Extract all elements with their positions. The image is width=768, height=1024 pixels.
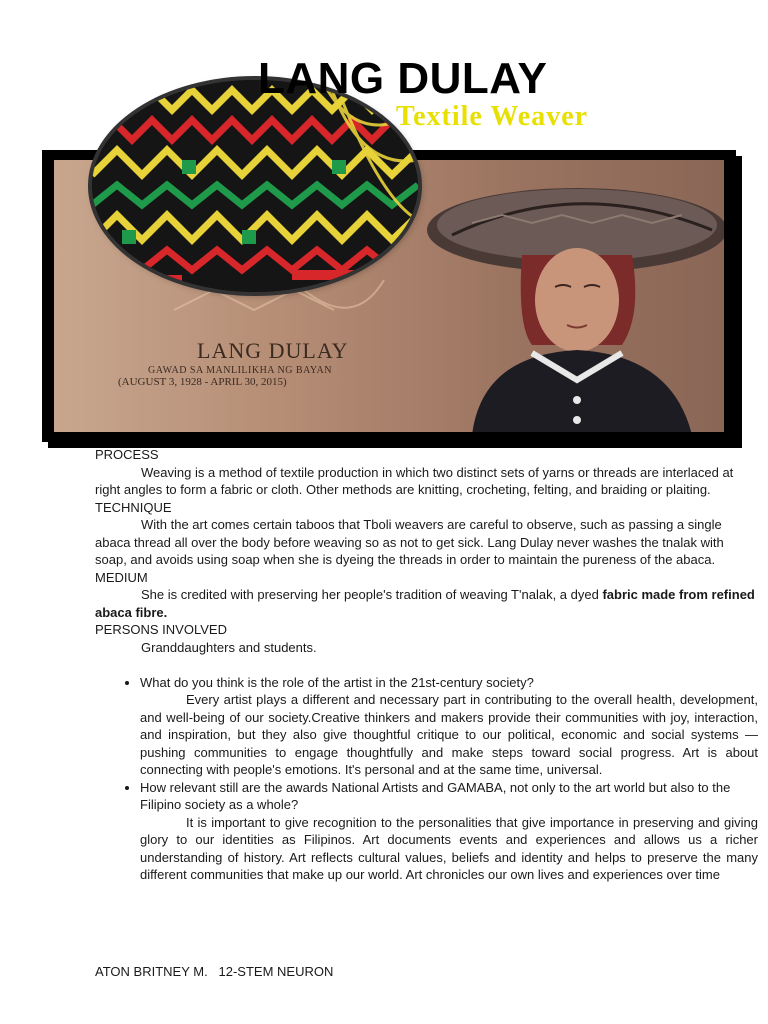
- question-text: • How relevant still are the awards National Artists and GAMABA, not only to the art world but also to the Filipino society as a whole?: [140, 779, 731, 812]
- technique-heading: TECHNIQUE: [95, 499, 172, 515]
- page-subtitle: Textile Weaver: [396, 101, 589, 132]
- medium-heading: MEDIUM: [95, 569, 148, 585]
- spacer: [95, 656, 758, 674]
- question-list: [95, 674, 758, 884]
- banner-caption-dates: (AUGUST 3, 1928 - APRIL 30, 2015): [118, 376, 287, 388]
- medium-text: She is credited with preserving her people's tradition of weaving T'nalak, a dyed: [141, 587, 603, 602]
- document-body: [95, 446, 758, 884]
- process-heading: PROCESS: [95, 447, 159, 462]
- medium-paragraph: [95, 586, 758, 621]
- persons-heading: PERSONS INVOLVED: [95, 622, 227, 637]
- banner-caption-name: LANG DULAY: [197, 338, 349, 363]
- page-title: LANG DULAY: [258, 54, 548, 103]
- process-text: Weaving is a method of textile production in which two distinct sets of yarns or threads are interlaced at right angles to form a fabric or cloth. Other methods are knitting, crocheting, felting, and braiding or plaiting.: [95, 464, 734, 497]
- list-item: [140, 779, 758, 884]
- persons-text: Granddaughters and students.: [141, 639, 317, 655]
- list-item: [140, 674, 758, 779]
- technique-text: With the art comes certain taboos that Tboli weavers are careful to observe, such as passing a single abaca thread all over the body before weaving so as not to get sick. Lang Dulay never washes the tnalak with soap, and avoids using soap when she is dyeing the threads in order to maintain the pureness of the abaca.: [95, 517, 724, 567]
- tnalak-textile-pattern: [92, 80, 418, 292]
- banner-caption-award: GAWAD SA MANLILIKHA NG BAYAN: [148, 365, 332, 376]
- medium-bold-text: fabric made from refined abaca fibre.: [95, 587, 755, 620]
- answer-text: It is important to give recognition to the personalities that give importance in preserving and giving glory to our identities as Filipinos. Art documents events and experiences and allows us a richer understanding of history. Art reflects cultural values, beliefs and identity and helps to preserve the many different communities that make up our world. Art chronicles our own lives and experiences over time: [140, 814, 758, 882]
- author-footer: ATON BRITNEY M. 12-STEM NEURON: [95, 964, 334, 979]
- question-text: • What do you think is the role of the artist in the 21st-century society?: [140, 674, 534, 690]
- answer-text: Every artist plays a different and necessary part in contributing to the overall health, development, and well-being of our society.Creative thinkers and makers provide their communities with joy, interaction, and inspiration, but they also give thoughtful critique to our political, economic and social systems — pushing communities to engage thoughtfully and make steps toward social progress. Art is about connecting with people's emotions. It's personal and at the same time, universal.: [140, 692, 758, 777]
- weaver-portrait: [392, 175, 724, 432]
- textile-closeup-image: [88, 76, 422, 296]
